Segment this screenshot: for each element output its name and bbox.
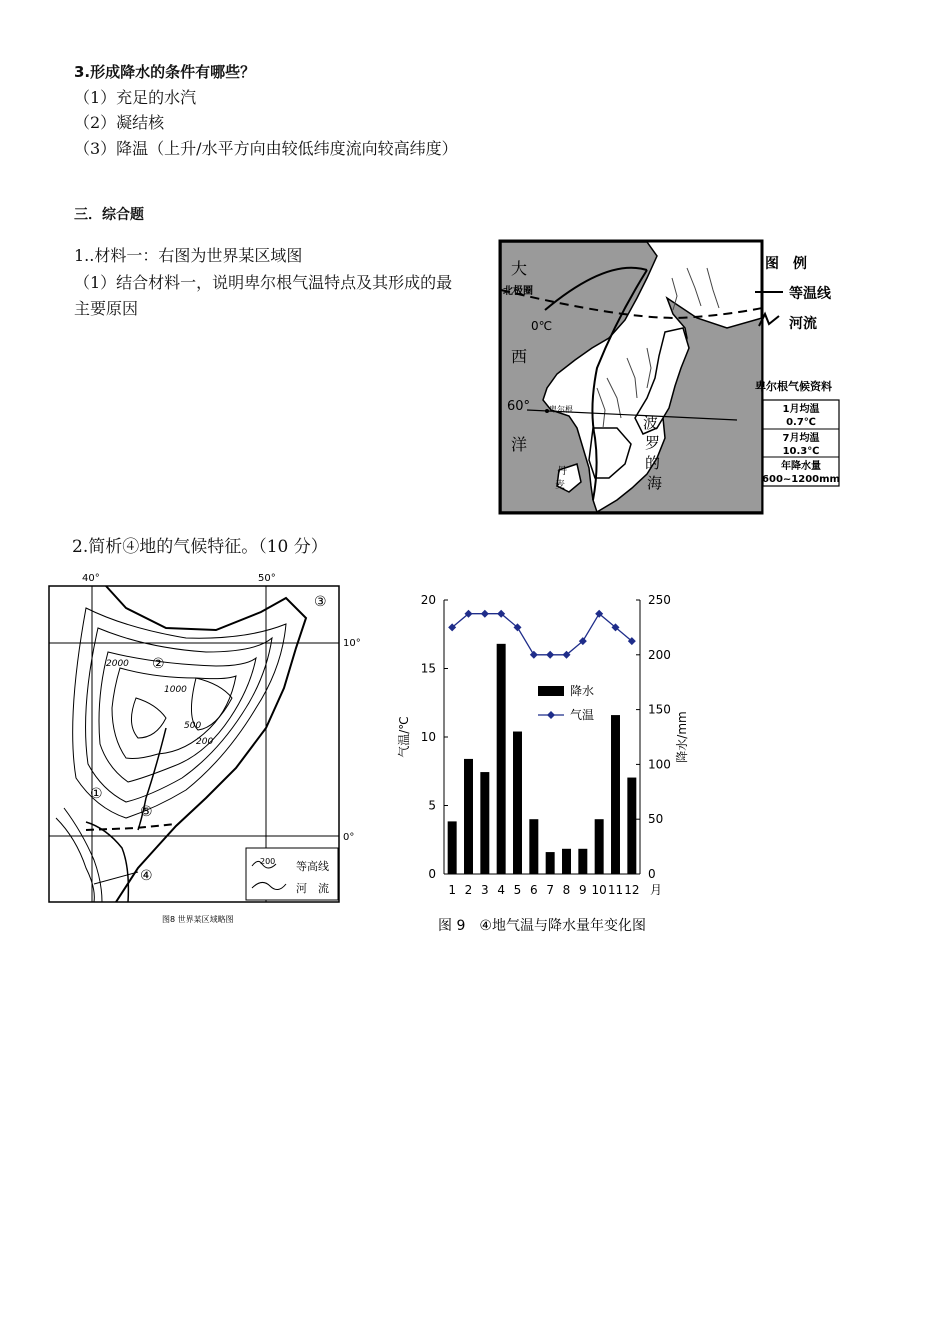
- legend-title: 图 例: [765, 256, 807, 272]
- x-tick-label: 4: [497, 883, 505, 897]
- x-tick-label: 11: [607, 883, 624, 897]
- x-axis-unit: 月: [650, 883, 663, 897]
- precip-bar: [464, 759, 473, 874]
- city-label: 卑尔根: [549, 405, 573, 414]
- legend-contour: 等高线: [296, 860, 329, 873]
- legend-isotherm: 等温线: [789, 286, 831, 302]
- y-right-tick-label: 200: [648, 647, 671, 662]
- section-title: 三．综合题: [74, 207, 144, 223]
- y-right-tick-label: 50: [648, 812, 664, 827]
- place-1: ①: [90, 786, 103, 802]
- q3-item-2: （2）凝结核: [74, 113, 165, 132]
- denmark-char-1: 丹: [557, 466, 567, 477]
- place-5: ⑤: [140, 804, 153, 820]
- lat-label: 60°: [507, 399, 531, 414]
- y-right-tick-label: 100: [648, 757, 671, 772]
- precip-bar: [513, 732, 522, 874]
- map2-caption: 图8 世界某区域略图: [162, 915, 234, 924]
- place-3: ③: [314, 594, 327, 610]
- contour-200: 200: [196, 737, 214, 747]
- x-tick-label: 3: [481, 883, 489, 897]
- chart-title: 图 9 ④地气温与降水量年变化图: [438, 918, 646, 934]
- climate-chart: [392, 588, 692, 938]
- isotherm-label: 0℃: [531, 319, 553, 333]
- y-left-axis-label: 气温/℃: [397, 716, 411, 758]
- x-tick-label: 10: [591, 883, 607, 897]
- x-tick-label: 6: [530, 883, 538, 897]
- legend-temp-label: 气温: [570, 708, 595, 722]
- contour-2000: 2000: [106, 659, 129, 669]
- legend-contour-value: 200: [260, 857, 276, 866]
- place-2: ②: [152, 656, 165, 672]
- y-right-tick-label: 0: [648, 867, 656, 881]
- precip-bar: [562, 849, 571, 874]
- legend-temp-marker: [547, 711, 555, 719]
- x-tick-label: 9: [579, 883, 587, 897]
- climate-row-3-value: 600~1200mm: [762, 474, 840, 485]
- precip-bar: [578, 849, 587, 874]
- x-tick-label: 1: [448, 883, 456, 897]
- q3-item-3: （3）降温（上升/水平方向由较低纬度流向较高纬度）: [74, 139, 458, 158]
- y-right-tick-label: 150: [648, 702, 671, 717]
- climate-row-1-label: 1月均温: [782, 404, 820, 415]
- y-left-tick-label: 10: [420, 730, 436, 744]
- scandinavia-map: [497, 238, 847, 518]
- y-left-tick-label: 15: [420, 661, 436, 676]
- q3-title: 3.形成降水的条件有哪些？: [74, 63, 256, 81]
- sea-char-1: 波: [643, 414, 659, 432]
- climate-row-2-label: 7月均温: [782, 433, 820, 444]
- sea-char-4: 海: [647, 474, 663, 492]
- lon-label-40: 40°: [82, 573, 100, 584]
- x-tick-label: 12: [624, 883, 640, 897]
- denmark-char-2: 麦: [555, 480, 565, 491]
- climate-title: 卑尔根气候资料: [755, 380, 832, 393]
- precip-bar: [480, 772, 489, 874]
- ocean-char-3: 洋: [511, 435, 528, 454]
- y-left-tick-label: 0: [428, 867, 436, 881]
- ocean-char-2: 西: [511, 347, 528, 366]
- precip-bar: [529, 819, 538, 874]
- precip-bar: [611, 715, 620, 874]
- y-right-axis-label: 降水/mm: [675, 711, 689, 763]
- sea-char-3: 的: [645, 454, 661, 472]
- bergen-dot: [545, 409, 549, 413]
- p1-line-3: 主要原因: [74, 299, 139, 318]
- precip-bar: [546, 852, 555, 874]
- q3-item-1: （1）充足的水汽: [74, 88, 197, 107]
- ocean-char-1: 大: [511, 259, 528, 278]
- precip-bar: [448, 821, 457, 874]
- y-left-tick-label: 20: [420, 593, 436, 607]
- p1-line-2: （1）结合材料一，说明卑尔根气温特点及其形成的最: [74, 273, 453, 292]
- arctic-circle-label: 北极圈: [503, 286, 533, 297]
- legend-precip-label: 降水: [570, 684, 595, 698]
- legend-river-2: 河 流: [296, 882, 329, 895]
- climate-row-2-value: 10.3℃: [782, 446, 820, 457]
- temperature-point: [546, 651, 554, 659]
- climate-row-3-label: 年降水量: [781, 461, 821, 472]
- p1-line-1: 1..材料一：右图为世界某区域图: [74, 246, 303, 265]
- place-4: ④: [140, 868, 153, 884]
- precip-bar: [627, 778, 636, 874]
- p2-question: 2.简析④地的气候特征。（10 分）: [72, 537, 328, 557]
- x-tick-label: 5: [513, 883, 522, 897]
- sea-char-2: 罗: [645, 434, 661, 452]
- x-tick-label: 2: [464, 883, 473, 897]
- contour-500: 500: [184, 721, 202, 731]
- legend-precip-swatch: [538, 686, 564, 696]
- legend-river: 河流: [789, 316, 817, 332]
- precip-bar: [497, 644, 506, 874]
- precip-bar: [595, 819, 604, 874]
- temperature-line: [452, 614, 632, 655]
- lat-label-0: 0°: [343, 832, 355, 843]
- climate-row-1-value: 0.7℃: [786, 417, 816, 428]
- x-tick-label: 8: [562, 883, 571, 897]
- temperature-point: [481, 610, 489, 618]
- east-africa-map: [46, 568, 361, 928]
- lon-label-50: 50°: [258, 573, 276, 584]
- y-left-tick-label: 5: [428, 798, 436, 813]
- contour-1000: 1000: [164, 685, 187, 695]
- y-right-tick-label: 250: [648, 593, 671, 607]
- temperature-point: [530, 651, 538, 659]
- x-tick-label: 7: [546, 883, 554, 897]
- lat-label-10: 10°: [343, 638, 361, 649]
